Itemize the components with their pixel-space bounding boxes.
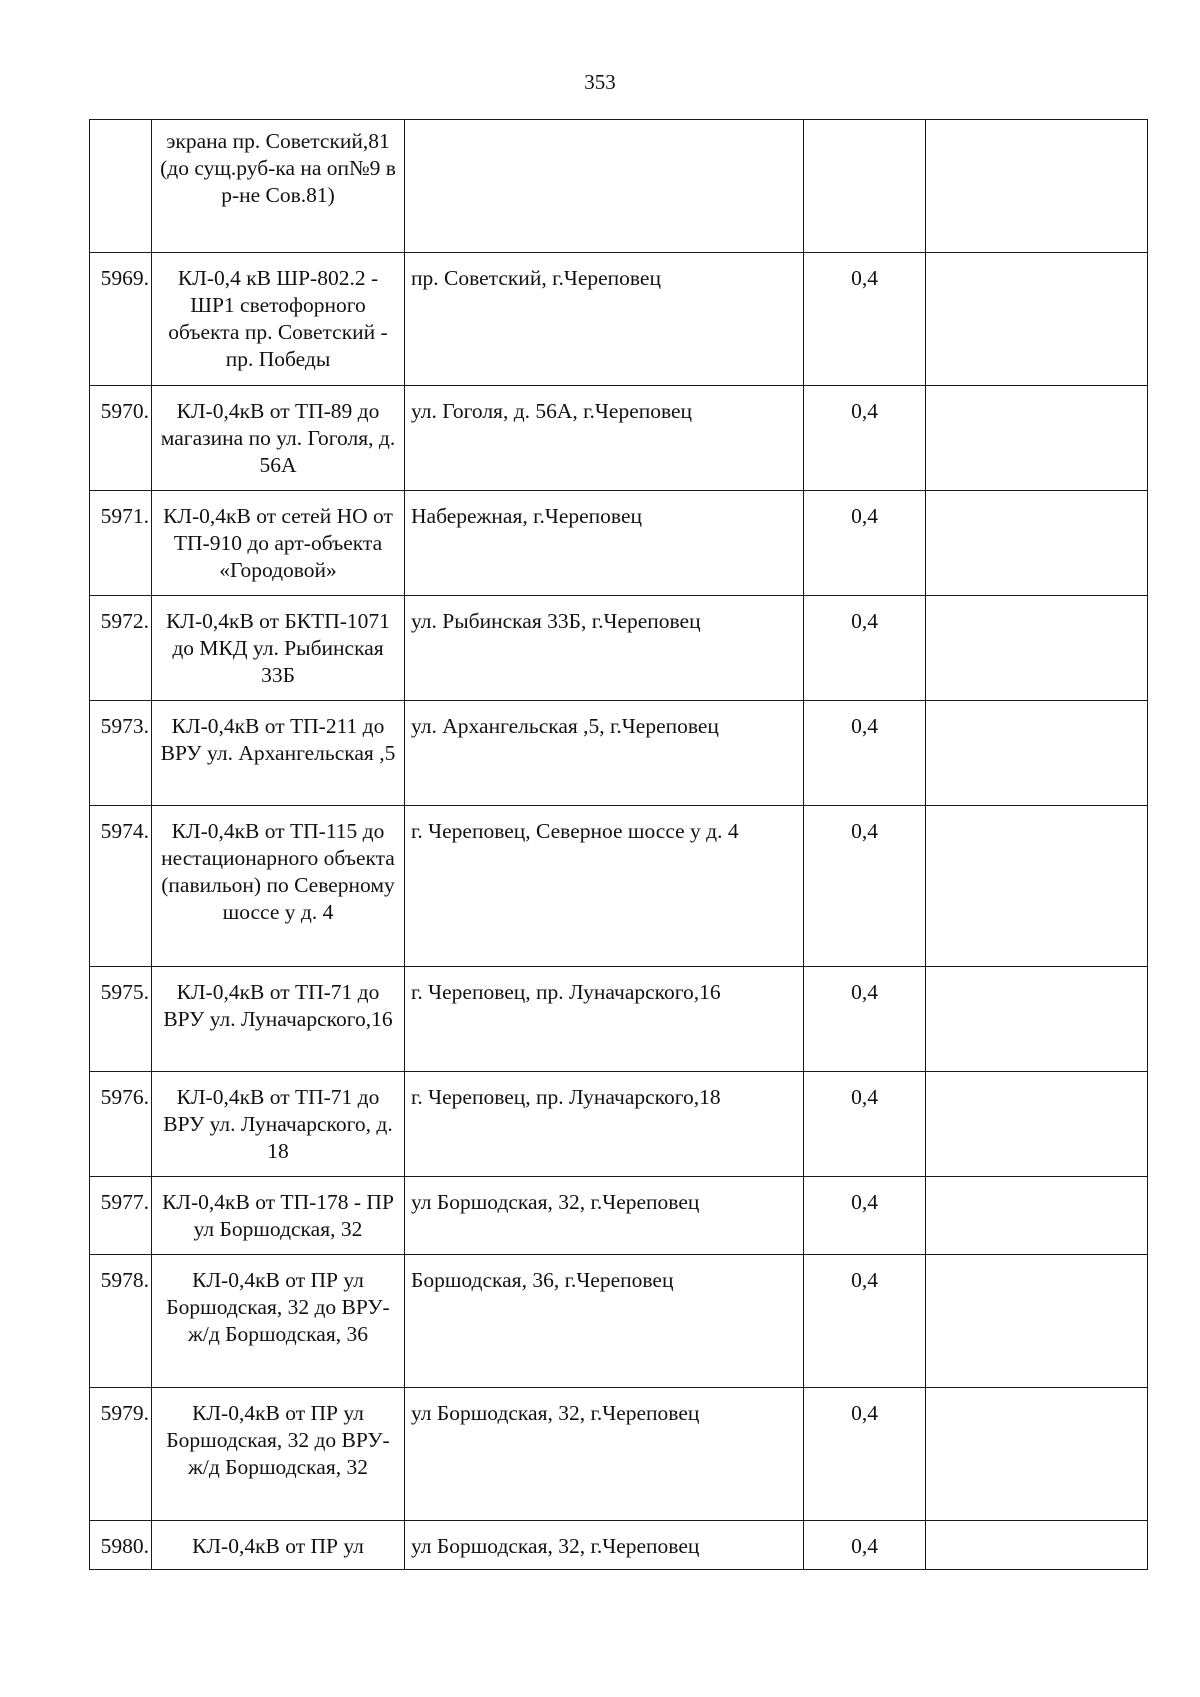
line-address: ул. Архангельская ,5, г.Череповец (405, 701, 804, 806)
line-note (926, 596, 1148, 701)
row-number: 5976. (90, 1072, 152, 1177)
table-row (90, 806, 1148, 967)
line-name: КЛ-0,4кВ от ТП-211 до ВРУ ул. Архангельская ,5 (152, 701, 405, 806)
line-address: г. Череповец, пр. Луначарского,16 (405, 967, 804, 1072)
line-voltage: 0,4 (804, 967, 926, 1072)
line-note (926, 1177, 1148, 1255)
line-voltage (804, 120, 926, 253)
table-row (90, 120, 1148, 253)
line-address: ул. Рыбинская 33Б, г.Череповец (405, 596, 804, 701)
line-name: экрана пр. Советский,81 (до сущ.руб-ка на оп№9 в р-не Сов.81) (152, 120, 405, 253)
line-note (926, 967, 1148, 1072)
line-voltage: 0,4 (804, 1255, 926, 1388)
line-voltage: 0,4 (804, 596, 926, 701)
line-address: г. Череповец, пр. Луначарского,18 (405, 1072, 804, 1177)
line-address: пр. Советский, г.Череповец (405, 253, 804, 386)
line-address: ул Боршодская, 32, г.Череповец (405, 1388, 804, 1521)
line-name: КЛ-0,4кВ от сетей НО от ТП-910 до арт-объекта «Городовой» (152, 491, 405, 596)
table-row (90, 1072, 1148, 1177)
line-name: КЛ-0,4 кВ ШР-802.2 - ШР1 светофорного объекта пр. Советский - пр. Победы (152, 253, 405, 386)
line-note (926, 1072, 1148, 1177)
line-name: КЛ-0,4кВ от ТП-89 до магазина по ул. Гоголя, д. 56А (152, 386, 405, 491)
line-note (926, 386, 1148, 491)
line-voltage: 0,4 (804, 491, 926, 596)
line-note (926, 701, 1148, 806)
table-row (90, 596, 1148, 701)
line-address: г. Череповец, Северное шоссе у д. 4 (405, 806, 804, 967)
row-number: 5975. (90, 967, 152, 1072)
page-number: 353 (584, 70, 616, 94)
line-address: ул Боршодская, 32, г.Череповец (405, 1177, 804, 1255)
line-note (926, 253, 1148, 386)
table-row (90, 386, 1148, 491)
row-number: 5979. (90, 1388, 152, 1521)
row-number: 5973. (90, 701, 152, 806)
line-address (405, 120, 804, 253)
table-row (90, 1521, 1148, 1570)
line-voltage: 0,4 (804, 1177, 926, 1255)
line-note (926, 120, 1148, 253)
line-name: КЛ-0,4кВ от ПР ул Боршодская, 32 до ВРУ- ж/д Боршодская, 36 (152, 1255, 405, 1388)
line-voltage: 0,4 (804, 701, 926, 806)
row-number: 5970. (90, 386, 152, 491)
line-name: КЛ-0,4кВ от ТП-71 до ВРУ ул. Луначарского, д. 18 (152, 1072, 405, 1177)
line-name: КЛ-0,4кВ от ТП-71 до ВРУ ул. Луначарского,16 (152, 967, 405, 1072)
row-number: 5978. (90, 1255, 152, 1388)
table-row (90, 491, 1148, 596)
line-note (926, 1255, 1148, 1388)
line-address: ул. Гоголя, д. 56А, г.Череповец (405, 386, 804, 491)
line-voltage: 0,4 (804, 1072, 926, 1177)
line-name: КЛ-0,4кВ от БКТП-1071 до МКД ул. Рыбинская 33Б (152, 596, 405, 701)
line-voltage: 0,4 (804, 1521, 926, 1570)
line-name: КЛ-0,4кВ от ПР ул (152, 1521, 405, 1570)
row-number: 5974. (90, 806, 152, 967)
line-note (926, 491, 1148, 596)
table-row (90, 1177, 1148, 1255)
line-note (926, 1388, 1148, 1521)
line-address: ул Боршодская, 32, г.Череповец (405, 1521, 804, 1570)
row-number: 5980. (90, 1521, 152, 1570)
row-number: 5972. (90, 596, 152, 701)
table-row (90, 967, 1148, 1072)
line-name: КЛ-0,4кВ от ТП-115 до нестационарного объекта (павильон) по Северному шоссе у д. 4 (152, 806, 405, 967)
line-name: КЛ-0,4кВ от ТП-178 - ПР ул Боршодская, 32 (152, 1177, 405, 1255)
row-number: 5969. (90, 253, 152, 386)
row-number: 5977. (90, 1177, 152, 1255)
table-row (90, 701, 1148, 806)
line-voltage: 0,4 (804, 806, 926, 967)
line-note (926, 1521, 1148, 1570)
line-address: Набережная, г.Череповец (405, 491, 804, 596)
row-number (90, 120, 152, 253)
line-name: КЛ-0,4кВ от ПР ул Боршодская, 32 до ВРУ- ж/д Боршодская, 32 (152, 1388, 405, 1521)
line-voltage: 0,4 (804, 253, 926, 386)
line-voltage: 0,4 (804, 1388, 926, 1521)
line-address: Боршодская, 36, г.Череповец (405, 1255, 804, 1388)
table-row (90, 253, 1148, 386)
table-row (90, 1388, 1148, 1521)
line-note (926, 806, 1148, 967)
table-row (90, 1255, 1148, 1388)
row-number: 5971. (90, 491, 152, 596)
cable-lines-table (89, 119, 1148, 1570)
line-voltage: 0,4 (804, 386, 926, 491)
